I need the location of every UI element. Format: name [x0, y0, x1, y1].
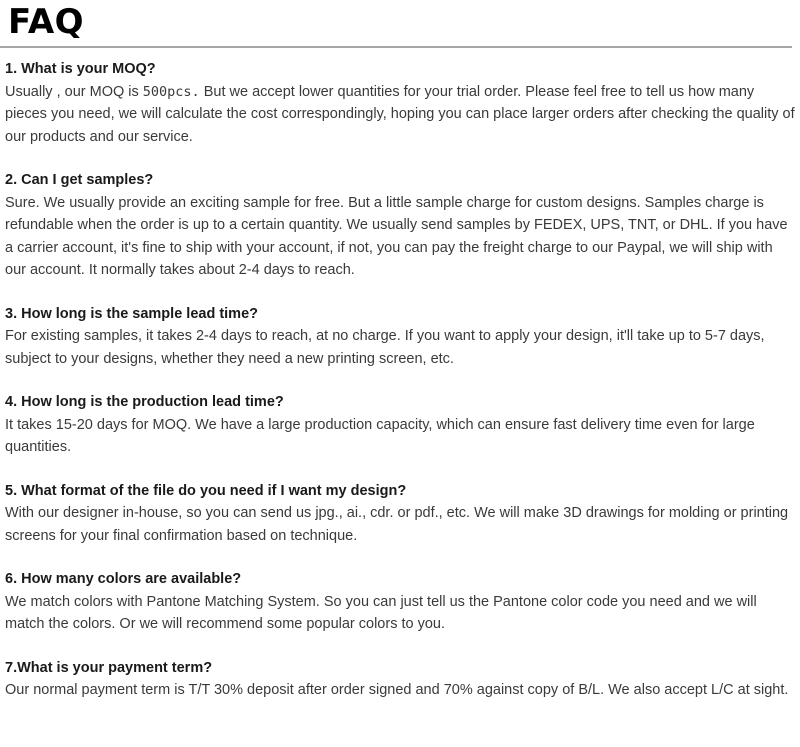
faq-answer-text: Usually , our MOQ is — [5, 83, 143, 100]
faq-question: 3. How long is the sample lead time? — [5, 305, 258, 322]
faq-item-samples — [5, 169, 797, 282]
faq-item-sample-lead-time — [5, 303, 797, 371]
faq-item-payment-term — [5, 657, 797, 702]
page-title: FAQ — [8, 2, 85, 42]
faq-answer: Our normal payment term is T/T 30% deposit after order signed and 70% against copy of B/L. We also accept L/C at sight. — [5, 682, 789, 698]
faq-question: 7.What is your payment term? — [5, 659, 213, 676]
faq-question: 5. What format of the file do you need if I want my design? — [5, 482, 407, 499]
faq-header — [0, 0, 792, 48]
faq-item-file-format — [5, 480, 797, 548]
faq-answer-text: But we accept lower quantities for your trial order. Please feel free to tell us how many pieces you need, we will calculate the cost correspondingly, hoping you can place larger orders after checking the quality of our products and our service. — [5, 83, 795, 145]
faq-answer: We match colors with Pantone Matching System. So you can just tell us the Pantone color code you need and we will match the colors. Or we will recommend some popular colors to you. — [5, 593, 757, 632]
faq-answer: It takes 15-20 days for MOQ. We have a large production capacity, which can ensure fast delivery time even for large quantities. — [5, 416, 755, 455]
moq-quantity: 500pcs. — [142, 83, 200, 100]
faq-answer: For existing samples, it takes 2-4 days to reach, at no charge. If you want to apply your design, it'll take up to 5-7 days, subject to your designs, whether they need a new printing screen, etc. — [5, 328, 765, 367]
faq-answer: Sure. We usually provide an exciting sample for free. But a little sample charge for custom designs. Samples charge is refundable when the order is up to a certain quantity. We usually send samples by FEDEX, UPS, TNT, or DHL. If you have a carrier account, it's fine to ship with your account, if not, you can pay the freight charge to our Paypal, we will ship with our account. It normally takes about 2-4 days to reach. — [5, 194, 788, 278]
faq-question: 1. What is your MOQ? — [5, 61, 156, 77]
faq-list — [5, 58, 797, 723]
faq-answer — [5, 81, 797, 149]
faq-item-production-lead-time — [5, 391, 797, 459]
faq-question: 6. How many colors are available? — [5, 571, 242, 587]
faq-item-moq — [5, 58, 797, 148]
faq-question: 4. How long is the production lead time? — [5, 394, 284, 410]
faq-answer: With our designer in-house, so you can send us jpg., ai., cdr. or pdf., etc. We will make 3D drawings for molding or printing screens for your final confirmation based on technique. — [5, 505, 789, 544]
faq-question: 2. Can I get samples? — [5, 172, 154, 188]
faq-item-colors — [5, 568, 797, 636]
